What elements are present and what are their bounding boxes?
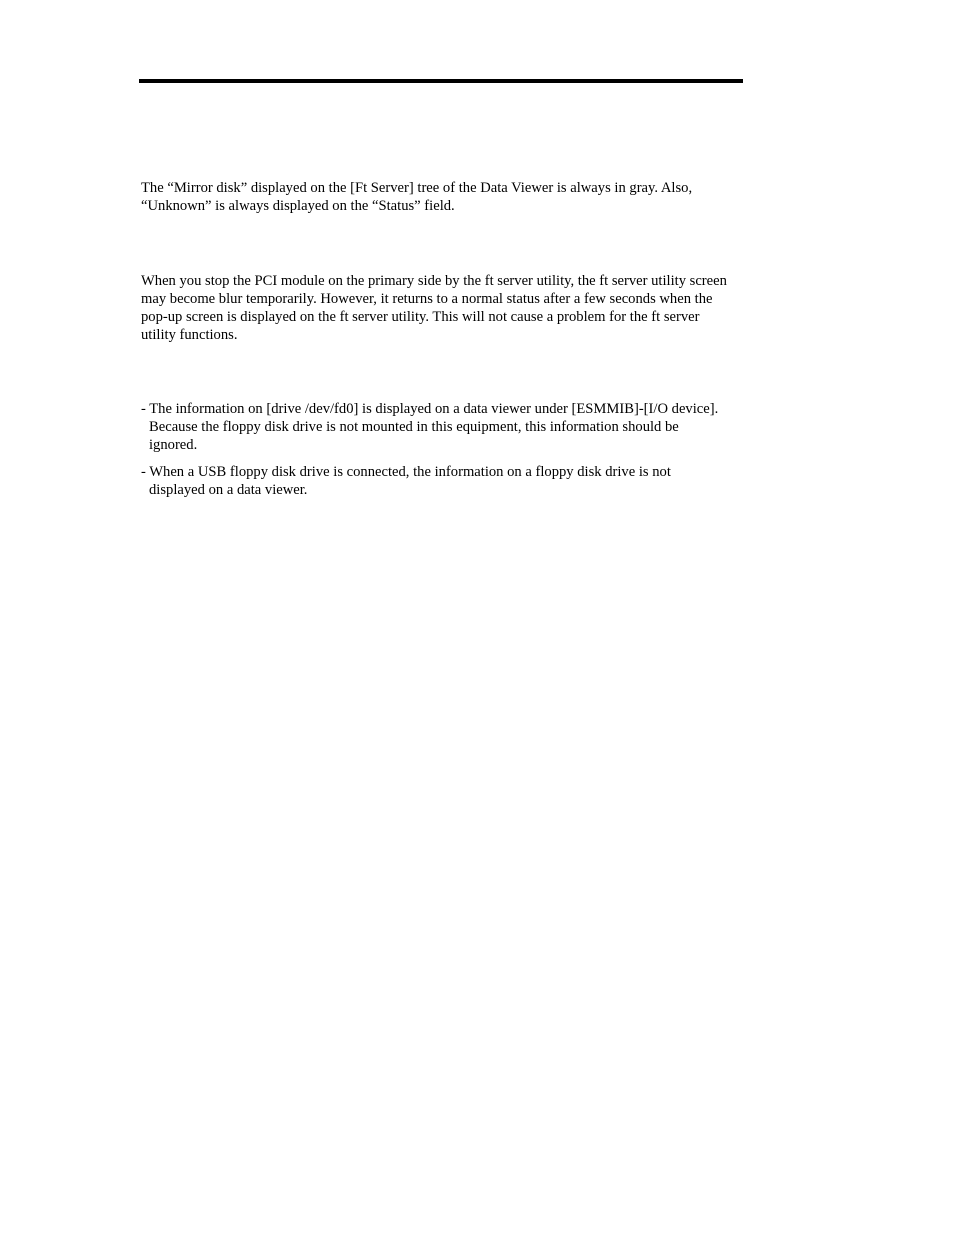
header-rule xyxy=(139,79,743,83)
text-line: pop-up screen is displayed on the ft server utility. This will not cause a problem for the ft server xyxy=(141,309,700,325)
text-line: may become blur temporarily. However, it returns to a normal status after a few seconds when the xyxy=(141,291,713,307)
text-line: The “Mirror disk” displayed on the [Ft Server] tree of the Data Viewer is always in gray. Also, xyxy=(141,180,693,196)
mirror-disk-note xyxy=(141,179,781,215)
text-line: - When a USB floppy disk drive is connected, the information on a floppy disk drive is not xyxy=(141,464,671,480)
text-line: “Unknown” is always displayed on the “Status” field. xyxy=(141,198,455,214)
bullet-usb-floppy xyxy=(141,463,781,499)
bullet-fd0-info xyxy=(141,400,781,454)
pci-module-note xyxy=(141,272,781,344)
text-line: - The information on [drive /dev/fd0] is displayed on a data viewer under [ESMMIB]-[I/O device]. xyxy=(141,401,719,417)
text-line: When you stop the PCI module on the primary side by the ft server utility, the ft server utility screen xyxy=(141,273,727,289)
text-line: ignored. xyxy=(149,437,198,453)
text-line: utility functions. xyxy=(141,327,238,343)
text-line: displayed on a data viewer. xyxy=(149,482,308,498)
text-line: Because the floppy disk drive is not mounted in this equipment, this information should be xyxy=(149,419,679,435)
